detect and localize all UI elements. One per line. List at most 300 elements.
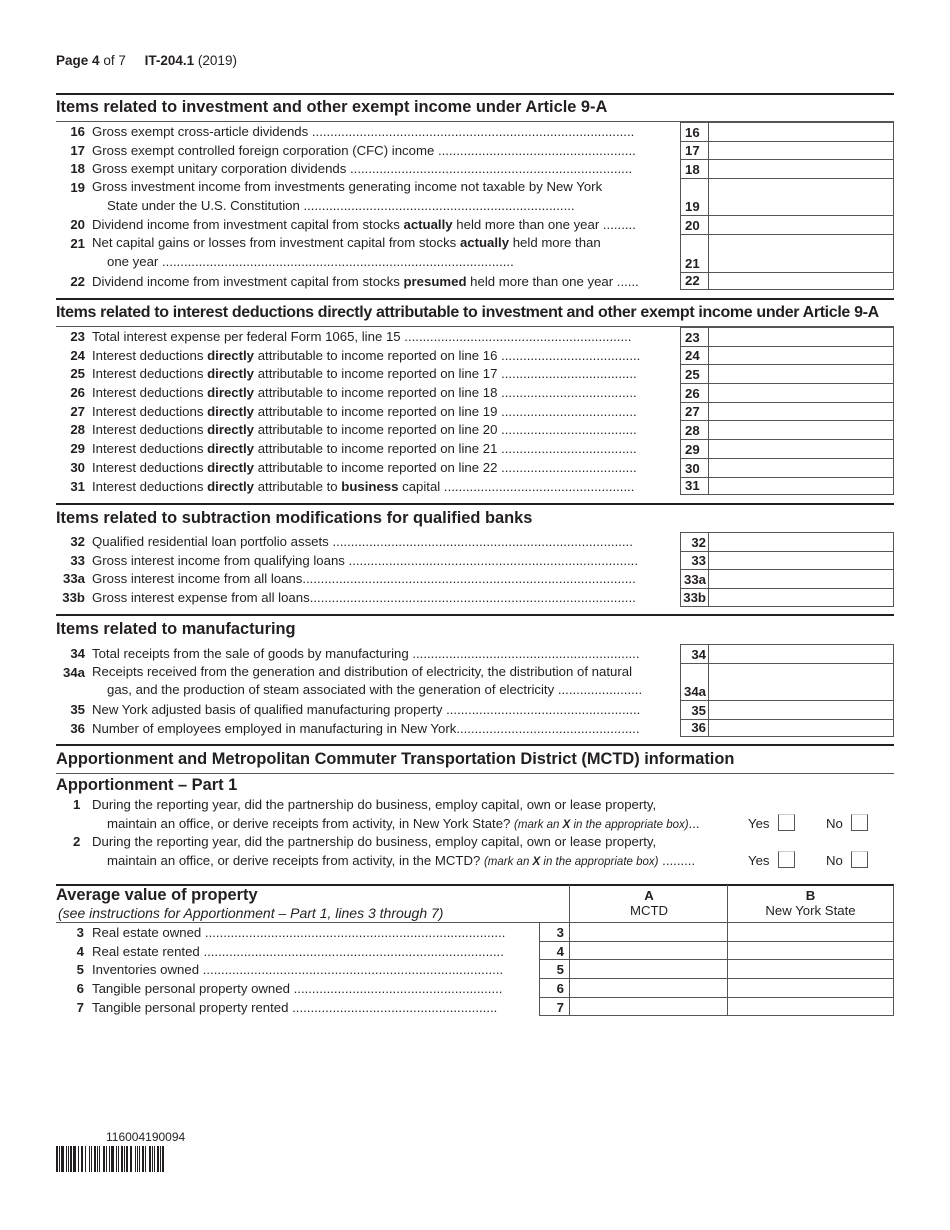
line-number: 30 (70, 459, 85, 475)
line-description (92, 962, 532, 977)
line-text: Real estate owned (92, 925, 202, 940)
amount-input[interactable] (708, 178, 894, 215)
line-description (92, 404, 672, 419)
line-label-box: 36 (680, 719, 708, 738)
line-row (56, 663, 894, 700)
line-label-box: 24 (680, 346, 708, 365)
line-row (56, 458, 894, 477)
dot-leader: ..................................... (497, 422, 637, 438)
line-label-box: 5 (539, 960, 569, 979)
line-description (92, 274, 672, 289)
dot-leader: .................................................. (456, 720, 640, 736)
text-bold: directly (207, 441, 255, 457)
line-text: Tangible personal property rented (92, 999, 289, 1015)
dot-leader: ......... (658, 853, 696, 868)
dot-leader: ..................................... (497, 385, 637, 401)
line-number: 33 (70, 552, 85, 568)
amount-input[interactable] (708, 644, 894, 663)
dot-leader: ...................................................... (434, 142, 636, 158)
line-description (92, 479, 672, 494)
section-divider (56, 93, 894, 95)
mctd-amount-input[interactable] (569, 942, 727, 961)
yes-label: Yes (748, 853, 770, 868)
line-number: 29 (70, 441, 85, 457)
line-row (56, 569, 894, 588)
line-number: 35 (70, 702, 85, 718)
note-x: X (532, 856, 541, 868)
nys-amount-input[interactable] (727, 979, 894, 998)
amount-input[interactable] (708, 420, 894, 439)
line-number: 31 (70, 478, 85, 494)
amount-input[interactable] (708, 700, 894, 719)
line-text (92, 553, 638, 568)
line-description (92, 178, 672, 215)
text-pre: Interest deductions (92, 422, 208, 438)
amount-input[interactable] (708, 532, 894, 551)
mctd-amount-input[interactable] (569, 923, 727, 942)
line-number: 27 (70, 403, 85, 419)
line-text (92, 217, 636, 232)
line-number: 22 (70, 273, 85, 289)
line-description (92, 663, 672, 700)
property-row (56, 942, 894, 961)
text-pre: New York adjusted basis of qualified manufacturing property (92, 702, 443, 718)
dot-leader: .......................................................................... (299, 197, 575, 213)
mctd-amount-input[interactable] (569, 998, 727, 1017)
question-note (514, 819, 689, 831)
text-post: attributable to income reported on line 19 (254, 403, 498, 419)
line-label-box: 16 (680, 122, 708, 141)
text-bold: actually (459, 235, 510, 251)
amount-input[interactable] (708, 458, 894, 477)
line-text (92, 422, 637, 437)
text-pre: Net capital gains or losses from investment capital from stocks (92, 235, 460, 251)
form-year: (2019) (197, 53, 237, 68)
amount-input[interactable] (708, 439, 894, 458)
line-text (92, 348, 640, 363)
line-label-box: 26 (680, 383, 708, 402)
line-number: 33a (62, 571, 85, 587)
text-post: attributable to (254, 478, 342, 494)
text-pre: Interest deductions (92, 366, 208, 382)
section-divider (56, 744, 894, 746)
line-number: 34 (70, 646, 85, 661)
line-label-box: 23 (680, 327, 708, 346)
line-row (56, 402, 894, 421)
line-text (92, 721, 640, 736)
line-description (92, 534, 672, 549)
line-row (56, 178, 894, 215)
page-of: of 7 (103, 53, 126, 68)
dot-leader: ..................................... (497, 441, 637, 457)
amount-input[interactable] (708, 364, 894, 383)
line-description (92, 925, 532, 940)
line-description (92, 217, 672, 232)
line-label-box: 33 (680, 551, 708, 570)
dot-leader: ...... (613, 273, 639, 289)
dot-leader: ..................................... (497, 459, 637, 475)
line-description (92, 441, 672, 456)
line-description (92, 460, 672, 475)
amount-input[interactable] (708, 477, 894, 496)
no-checkbox[interactable] (851, 851, 868, 868)
line-text: Inventories owned (92, 962, 200, 978)
line-label-box: 33b (680, 588, 708, 607)
line-number: 33b (62, 590, 85, 606)
dot-leader: ............................................................................. (346, 161, 633, 177)
dot-leader: ..................................................... (442, 702, 641, 718)
text-bold: directly (207, 422, 255, 438)
line-description (92, 161, 672, 176)
yes-option (748, 851, 795, 868)
line-row (56, 719, 894, 738)
text-pre: Dividend income from investment capital from stocks (92, 217, 404, 233)
line-number: 34a (62, 664, 85, 680)
text-bold: directly (207, 403, 255, 419)
no-option (826, 814, 868, 831)
amount-input[interactable] (708, 272, 894, 291)
note-post: in the appropriate box) (540, 856, 659, 868)
amount-input[interactable] (708, 141, 894, 160)
text-post: attributable to income reported on line 22 (254, 459, 498, 475)
line-number: 21 (70, 236, 85, 252)
apportionment-part1-title: Apportionment – Part 1 (56, 776, 238, 794)
text-post: held more than (509, 235, 601, 251)
question-text: During the reporting year, did the partnership do business, employ capital, own or lease property, (92, 834, 657, 849)
section-underline (56, 773, 894, 774)
dot-leader: ......... (599, 217, 636, 233)
text-pre: Number of employees employed in manufacturing in New York (92, 720, 457, 736)
text-bold: directly (207, 366, 255, 382)
line-label-box: 17 (680, 141, 708, 160)
section-divider (56, 614, 894, 616)
line-text-cont (92, 198, 575, 213)
barcode-icon (56, 1146, 240, 1172)
column-a-letter: A (644, 888, 654, 903)
property-row (56, 960, 894, 979)
line-number: 26 (70, 385, 85, 401)
line-number: 18 (70, 161, 85, 177)
page-number: 4 (92, 53, 100, 68)
line-text (92, 664, 632, 679)
text-pre: Qualified residential loan portfolio assets (92, 534, 329, 549)
line-description (92, 702, 672, 717)
barcode-number: 116004190094 (106, 1130, 186, 1144)
amount-input[interactable] (708, 569, 894, 588)
line-row (56, 364, 894, 383)
line-row (56, 700, 894, 719)
yes-checkbox[interactable] (778, 851, 795, 868)
line-number: 36 (70, 720, 85, 736)
line-number: 19 (70, 180, 85, 196)
text-pre: Interest deductions (92, 441, 208, 457)
question-text-line2: maintain an office, or derive receipts from activity, in New York State? (107, 816, 515, 831)
property-row (56, 998, 894, 1017)
dot-leader: ....................... (554, 682, 643, 698)
yes-label: Yes (748, 816, 770, 831)
question-number: 1 (73, 797, 81, 812)
line-row (56, 588, 894, 607)
text-pre: Receipts received from the generation and distribution of electricity, the distribution of natural (92, 663, 632, 679)
no-option (826, 851, 868, 868)
line-number: 4 (76, 943, 84, 959)
amount-input[interactable] (708, 719, 894, 738)
line-number: 16 (70, 124, 85, 139)
text-bold: presumed (403, 273, 467, 289)
text-post: attributable to income reported on line 21 (254, 441, 498, 457)
line-row (56, 234, 894, 271)
amount-input[interactable] (708, 402, 894, 421)
text-pre: Gross interest income from all loans (92, 571, 303, 587)
text-post: attributable to income reported on line 20 (254, 422, 498, 438)
line-description (92, 234, 672, 271)
amount-input[interactable] (708, 383, 894, 402)
line-text (92, 179, 602, 194)
line-number: 7 (76, 999, 84, 1015)
line-label-box: 35 (680, 700, 708, 719)
column-b-letter: B (805, 888, 816, 903)
line-label-box: 6 (539, 979, 569, 998)
line-description (92, 1000, 532, 1015)
text-pre: Interest deductions (92, 403, 208, 419)
line-label-box: 34a (680, 663, 708, 700)
line-text (92, 124, 634, 139)
text-post: held more than one year (466, 273, 614, 289)
dot-leader: ................................................................................................ (158, 253, 514, 269)
line-text: Tangible personal property owned (92, 981, 290, 997)
line-description (92, 981, 532, 996)
yes-checkbox[interactable] (778, 814, 795, 831)
column-a-header (569, 885, 728, 923)
dot-leader: .................................................................................. (201, 925, 506, 940)
line-text (92, 366, 637, 381)
text-post: attributable to income reported on line 16 (254, 347, 498, 363)
line-text (92, 385, 637, 400)
dot-leader: .................................................................................. (328, 534, 633, 549)
line-label-box: 19 (680, 178, 708, 215)
line-row (56, 477, 894, 496)
line-label-box: 31 (680, 477, 708, 496)
line-row (56, 122, 894, 141)
line-number: 28 (70, 422, 85, 438)
line-label-box: 22 (680, 272, 708, 291)
line-number: 6 (76, 981, 84, 997)
line-label-box: 25 (680, 364, 708, 383)
line-description (92, 944, 532, 959)
line-description (92, 366, 672, 381)
text-pre: Interest deductions (92, 459, 208, 475)
line-label-box: 4 (539, 942, 569, 961)
form-id: IT-204.1 (144, 53, 195, 68)
text-pre: Gross investment income from investments generating income not taxable by New York (92, 179, 603, 195)
line-row (56, 420, 894, 439)
line-row (56, 551, 894, 570)
text-pre: Interest deductions (92, 347, 208, 363)
question-text: During the reporting year, did the partnership do business, employ capital, own or lease property, (92, 797, 657, 812)
banks-rows (56, 532, 894, 607)
line-text (92, 571, 636, 586)
line-text (92, 235, 601, 250)
line-row (56, 215, 894, 234)
section-divider (56, 503, 894, 505)
text-pre: Total receipts from the sale of goods by manufacturing (92, 646, 409, 661)
dot-leader: .................................................... (440, 478, 635, 494)
line-text (92, 161, 632, 176)
text-line2: gas, and the production of steam associated with the generation of electricity (107, 682, 555, 698)
line-label-box: 7 (539, 998, 569, 1017)
page-header (56, 53, 237, 68)
line-text (92, 646, 640, 661)
property-row (56, 923, 894, 942)
line-label-box: 30 (680, 458, 708, 477)
amount-input[interactable] (708, 588, 894, 607)
line-row (56, 272, 894, 291)
dot-leader: ... (688, 816, 700, 831)
line-label-box: 27 (680, 402, 708, 421)
line-text (92, 702, 640, 717)
line-text: Real estate rented (92, 943, 200, 959)
dot-leader: ............................................................................... (344, 552, 638, 568)
text-post: attributable to income reported on line 17 (254, 366, 498, 382)
line-label-box: 21 (680, 234, 708, 271)
dot-leader: .................................................................................. (199, 962, 504, 978)
text-pre: Gross exempt controlled foreign corporation (CFC) income (92, 142, 435, 158)
line-text (92, 143, 636, 158)
nys-amount-input[interactable] (727, 960, 894, 979)
line-number: 20 (70, 217, 85, 233)
section-title-investment: Items related to investment and other exempt income under Article 9-A (56, 98, 608, 116)
line-description (92, 721, 672, 736)
nys-amount-input[interactable] (727, 942, 894, 961)
note-pre: (mark an (483, 856, 533, 868)
text-bold: directly (207, 347, 255, 363)
amount-input[interactable] (708, 663, 894, 700)
line-description (92, 143, 672, 158)
text-post: held more than one year (452, 217, 600, 233)
line-number: 5 (76, 962, 84, 978)
amount-input[interactable] (708, 215, 894, 234)
line-row (56, 644, 894, 663)
line-description (92, 385, 672, 400)
text-pre: Gross interest income from qualifying loans (92, 552, 345, 568)
dot-leader: ......................................................... (289, 981, 503, 997)
line-description (92, 571, 672, 586)
question-text-line2: maintain an office, or derive receipts from activity, in the MCTD? (107, 853, 484, 868)
amount-input[interactable] (708, 234, 894, 271)
line-description (92, 124, 672, 139)
line-number: 25 (70, 366, 85, 382)
dot-leader: ........................................................................................... (302, 571, 636, 587)
section-title-manufacturing: Items related to manufacturing (56, 620, 296, 638)
text-line2: one year (107, 253, 159, 269)
interest-rows (56, 327, 894, 495)
property-title: Average value of property (56, 886, 258, 904)
line-label-box: 18 (680, 159, 708, 178)
line-label-box: 32 (680, 532, 708, 551)
line-description (92, 422, 672, 437)
note-x: X (562, 819, 571, 831)
mctd-amount-input[interactable] (569, 979, 727, 998)
nys-amount-input[interactable] (727, 998, 894, 1017)
line-description (92, 329, 672, 344)
line-text (92, 460, 637, 475)
line-text-cont (92, 682, 642, 697)
text-pre: Interest deductions (92, 385, 208, 401)
yes-option (748, 814, 795, 831)
line-text (92, 404, 637, 419)
dot-leader: ..................................... (497, 403, 637, 419)
line-description (92, 553, 672, 568)
line-description (92, 590, 672, 605)
line-row (56, 141, 894, 160)
question-number: 2 (73, 834, 81, 849)
text-bold: actually (403, 217, 453, 233)
line-label-box: 20 (680, 215, 708, 234)
amount-input[interactable] (708, 159, 894, 178)
question-note (484, 856, 659, 868)
line-text (92, 441, 637, 456)
dot-leader: ......................................................................................... (309, 590, 636, 606)
line-row (56, 532, 894, 551)
property-table-header (56, 885, 894, 923)
dot-leader: ..................................... (497, 366, 637, 382)
line-label-box: 29 (680, 439, 708, 458)
text-pre: Gross exempt unitary corporation dividends (92, 161, 347, 177)
line-number: 24 (70, 347, 85, 363)
property-rows (56, 923, 894, 1016)
text-pre: Gross interest expense from all loans (92, 590, 310, 606)
line-text (92, 329, 631, 344)
line-number: 32 (70, 534, 85, 549)
text-pre: Total interest expense per federal Form 1065, line 15 (92, 329, 401, 344)
line-text (92, 479, 634, 494)
text-bold: directly (207, 478, 255, 494)
line-label-box: 28 (680, 420, 708, 439)
line-row (56, 383, 894, 402)
amount-input[interactable] (708, 327, 894, 346)
line-row (56, 346, 894, 365)
line-number: 23 (70, 329, 85, 344)
text-line2: State under the U.S. Constitution (107, 197, 300, 213)
property-subtitle: (see instructions for Apportionment – Part 1, lines 3 through 7) (58, 905, 444, 921)
dot-leader: ........................................................................................ (308, 124, 635, 139)
amount-input[interactable] (708, 122, 894, 141)
line-text-cont (92, 254, 514, 269)
amount-input[interactable] (708, 551, 894, 570)
dot-leader: ...................................... (497, 347, 641, 363)
line-number: 17 (70, 142, 85, 158)
nys-amount-input[interactable] (727, 923, 894, 942)
line-label-box: 33a (680, 569, 708, 588)
text-bold: directly (207, 459, 255, 475)
line-text (92, 590, 636, 605)
dot-leader: ........................................................ (288, 999, 498, 1015)
page-label: Page (56, 53, 89, 68)
note-pre: (mark an (514, 819, 563, 831)
no-checkbox[interactable] (851, 814, 868, 831)
line-label-box: 3 (539, 923, 569, 942)
section-title-banks: Items related to subtraction modifications for qualified banks (56, 509, 533, 527)
barcode-bar (164, 1146, 167, 1172)
line-row (56, 439, 894, 458)
manufacturing-rows (56, 644, 894, 737)
investment-rows (56, 122, 894, 290)
dot-leader: .............................................................. (408, 646, 640, 661)
no-label: No (826, 816, 843, 831)
mctd-amount-input[interactable] (569, 960, 727, 979)
text-pre: Gross exempt cross-article dividends (92, 124, 309, 139)
amount-input[interactable] (708, 346, 894, 365)
